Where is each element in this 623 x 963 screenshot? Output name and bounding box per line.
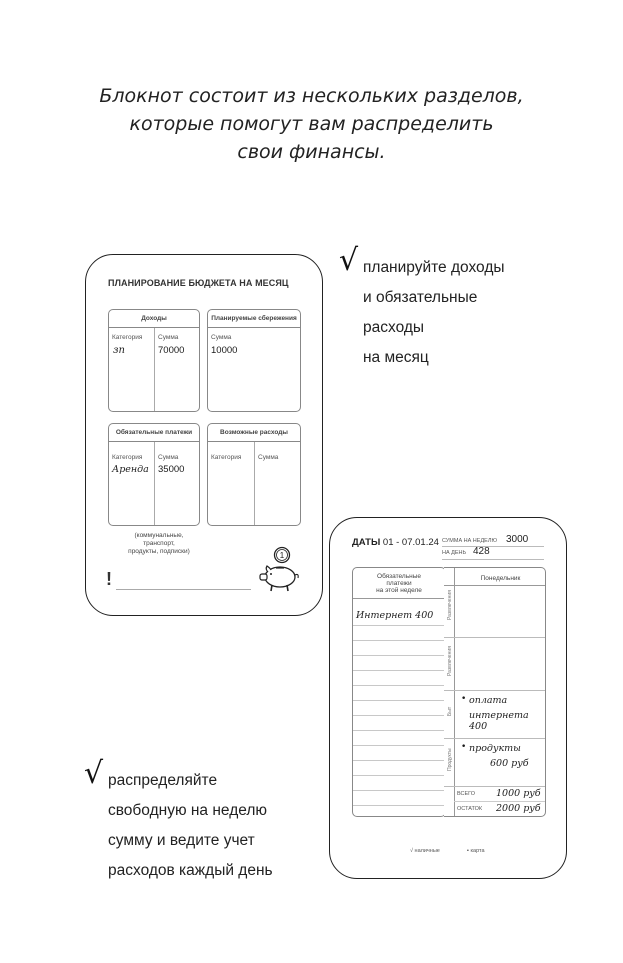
side-label-household: Быт [447,706,453,716]
day-sum-label: НА ДЕНЬ [442,550,467,556]
feature-1-line: на месяц [363,349,429,366]
week-sum-label: СУММА НА НЕДЕЛЮ [442,538,498,544]
income-col-category: Категория [112,334,143,341]
legend-cash: √ наличные [410,848,440,854]
weekly-mandatory-header: Обязательные платежи на этой неделе [376,573,422,594]
mandatory-note: (коммунальные, транспорт, продукты, подписки) [128,532,190,555]
rest-value: 2000 руб [496,803,541,814]
entry-1-bullet: • [461,694,467,704]
income-amount-value: 70000 [158,345,185,356]
savings-col-amount: Сумма [211,334,232,341]
mandatory-header: Обязательные платежи [109,424,199,442]
mandatory-col-amount: Сумма [158,454,179,461]
entry-2-bullet: • [461,742,467,752]
income-category-value: зп [113,345,125,356]
feature-1-text [363,253,505,373]
entry-1-line-2: интернета 400 [469,710,529,732]
check-icon-1: √ [339,243,359,278]
mandatory-col-category: Категория [112,454,143,461]
side-label-entertainment-2: Развлечения [447,646,453,676]
possible-col-category: Категория [211,454,242,461]
feature-2-line: сумму и ведите учет [108,832,255,849]
headline [0,82,623,166]
income-box [108,309,200,412]
check-icon-2: √ [84,756,104,791]
budget-page-title: ПЛАНИРОВАНИЕ БЮДЖЕТА НА МЕСЯЦ [108,278,289,288]
feature-1-line: расходы [363,319,425,336]
feature-2-text [108,766,273,886]
dates-label: ДАТЫ 01 - 07.01.24 [352,537,439,548]
week-sum-value: 3000 [506,534,529,545]
legend-card: ▪ карта [467,848,485,854]
bottom-line [116,589,251,590]
monday-header: Понедельник [480,575,521,582]
possible-expenses-header: Возможные расходы [208,424,300,442]
mandatory-category-value: Аренда [112,464,149,475]
entry-2-line-2: 600 руб [490,758,529,769]
week-page-card [329,517,567,879]
total-value: 1000 руб [496,788,541,799]
weekly-mandatory-entry: Интернет 400 [356,610,434,621]
entry-1-line-1: оплата [469,695,508,706]
budget-page-card [85,254,323,616]
entry-2-line-1: продукты [469,743,521,754]
possible-col-amount: Сумма [258,454,279,461]
dates-value: 01 - 07.01.24 [382,537,439,548]
exclamation-mark: ! [106,569,112,589]
headline-line-1: Блокнот состоит из нескольких разделов, [99,85,524,107]
coin-symbol: 1 [279,551,285,561]
weekly-mandatory-box [352,567,446,817]
headline-line-3: свои финансы. [237,141,386,163]
savings-box [207,309,301,412]
total-label: ВСЕГО [457,791,476,797]
possible-expenses-box [207,423,301,526]
mandatory-amount-value: 35000 [158,464,185,475]
mandatory-box [108,423,200,526]
feature-2-line: распределяйте [108,772,218,789]
savings-amount-value: 10000 [211,345,238,356]
income-col-amount: Сумма [158,334,179,341]
feature-2-line: расходов каждый день [108,862,273,879]
rest-label: ОСТАТОК [457,806,483,812]
feature-1-line: планируйте доходы [363,259,505,276]
side-label-entertainment: Развлечения [447,590,453,620]
savings-header: Планируемые сбережения [208,310,300,328]
piggy-bank-icon [256,545,302,593]
headline-line-2: которые помогут вам распределить [129,113,494,135]
side-label-groceries: Продукты [447,748,453,771]
feature-2-line: свободную на неделю [108,802,268,819]
feature-1-line: и обязательные [363,289,478,306]
day-sum-value: 428 [473,546,490,557]
income-header: Доходы [109,310,199,328]
monday-box [444,567,546,817]
